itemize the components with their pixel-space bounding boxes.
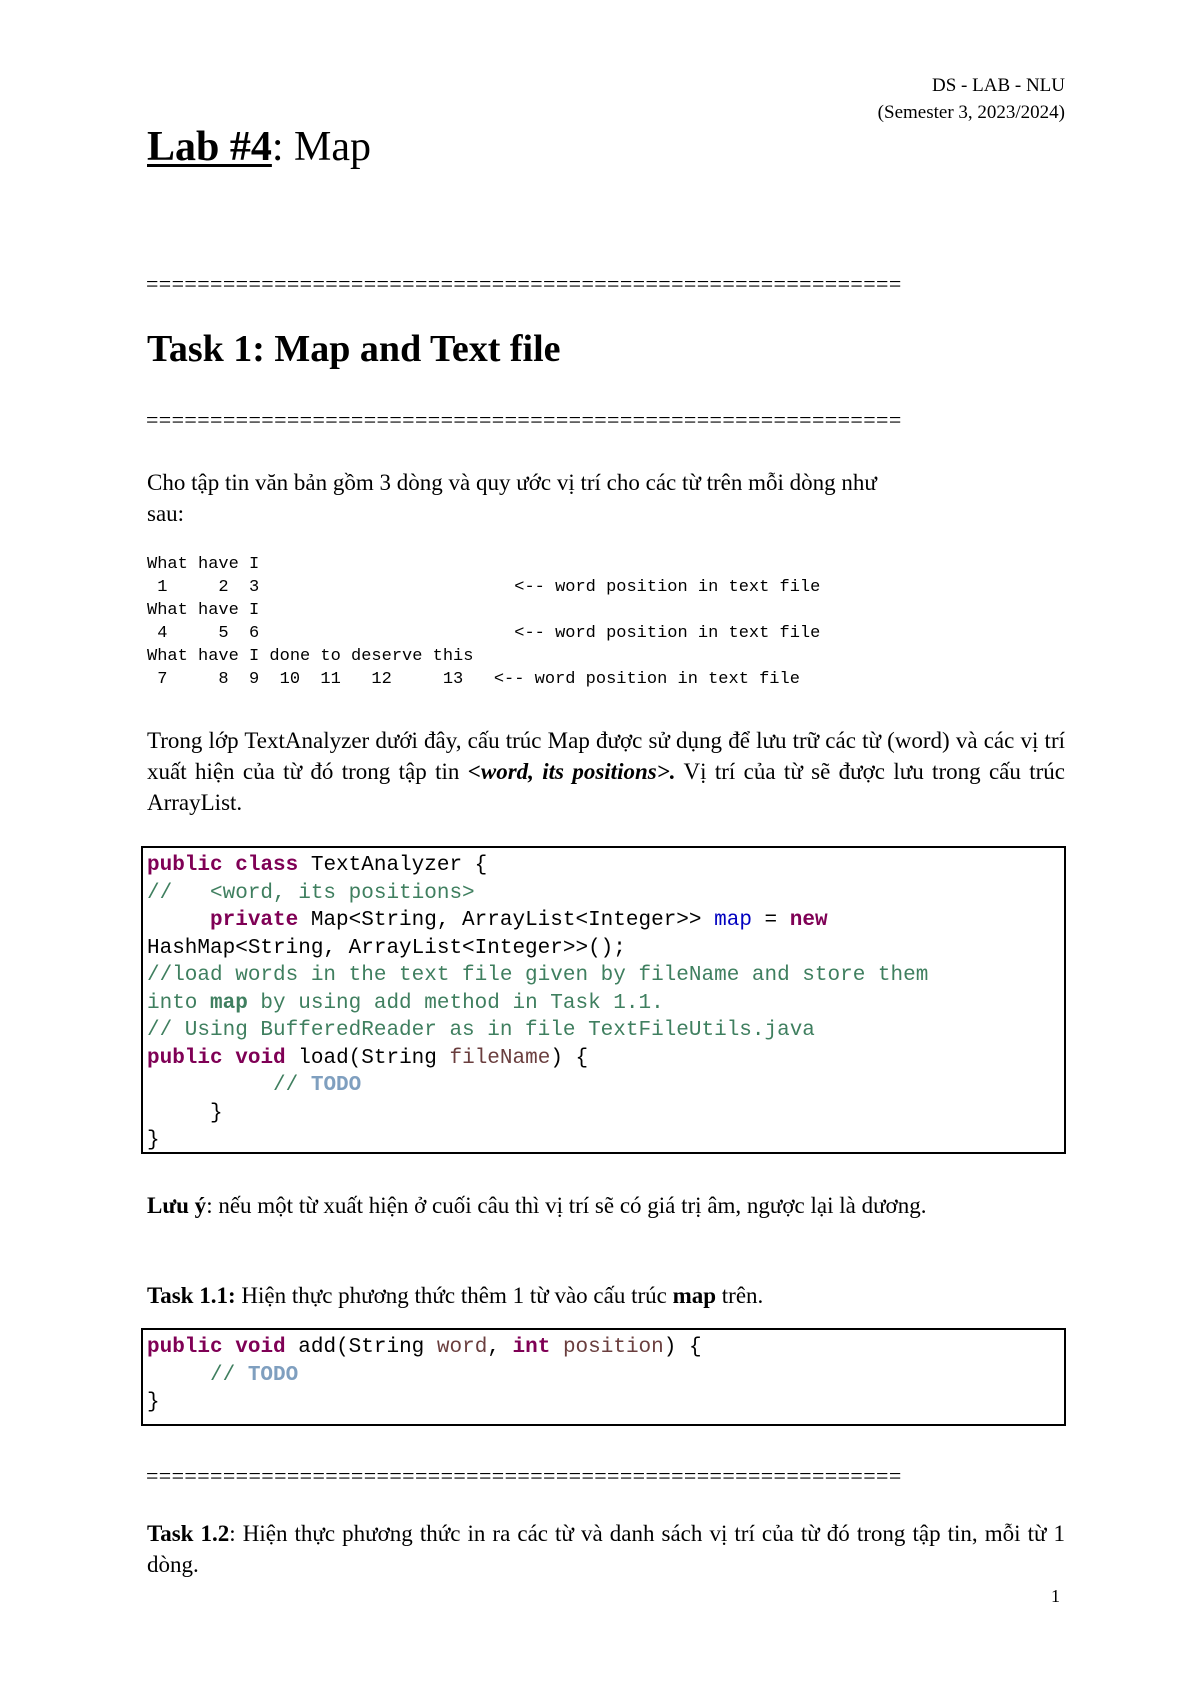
note-paragraph (147, 1190, 1065, 1221)
task12-text: : Hiện thực phương thức in ra các từ và danh sách vị trí của từ đó trong tập tin, mỗi từ 1 dòng. (147, 1521, 1065, 1577)
code-line: public void add(String word, int position) { (147, 1336, 702, 1359)
task11-label: Task 1.1: (147, 1283, 236, 1308)
word-position-example (147, 553, 820, 691)
code-line: into map by using add method in Task 1.1. (147, 991, 664, 1015)
code-line: // Using BufferedReader as in file TextFileUtils.java (147, 1019, 815, 1042)
description-text: Vị trí của từ sẽ được lưu trong cấu trúc ArrayList. (147, 759, 1065, 815)
example-line: 1 2 3 <-- word position in text file (147, 578, 821, 597)
code-line: // <word, its positions> (147, 881, 475, 905)
example-line: 4 5 6 <-- word position in text file (147, 624, 821, 643)
code-line: public class TextAnalyzer { (147, 854, 488, 877)
separator-line: =========================================================== (146, 407, 902, 432)
intro-line: sau: (147, 501, 185, 526)
description-paragraph (147, 725, 1065, 818)
description-text: Trong lớp TextAnalyzer dưới đây, cấu trúc Map được sử dụng để lưu trữ các từ (word) và các vị trí xuất hiện của từ đó trong tập tin (147, 728, 1065, 784)
example-line: What have I (147, 601, 260, 620)
code-line: // TODO (273, 1074, 362, 1097)
code-line: private Map<String, ArrayList<Integer>> map = new (210, 909, 828, 932)
code-line: } (147, 1129, 160, 1152)
task12-paragraph (147, 1518, 1065, 1580)
code-line: //load words in the text file given by fileName and store them (147, 964, 929, 987)
example-line: What have I (147, 555, 260, 574)
note-text: : nếu một từ xuất hiện ở cuối câu thì vị trí sẽ có giá trị âm, ngược lại là dương. (206, 1193, 927, 1218)
task11-paragraph: Task 1.1: Hiện thực phương thức thêm 1 từ vào cấu trúc map trên. (147, 1283, 764, 1308)
code-line: } (147, 1391, 160, 1414)
separator-line: =========================================================== (146, 1463, 902, 1488)
separator-line: =========================================================== (146, 271, 902, 296)
page-header (878, 72, 1065, 126)
course-label: DS - LAB - NLU (932, 75, 1065, 96)
lab-title-rest: : Map (271, 124, 372, 170)
code-line: public void load(String fileName) { (147, 1046, 589, 1070)
code-block-add-method (141, 1328, 1066, 1426)
semester-label: (Semester 3, 2023/2024) (877, 102, 1065, 123)
lab-title (147, 122, 371, 172)
example-line: 7 8 9 10 11 12 13 <-- word position in text file (147, 670, 800, 689)
note-label: Lưu ý (147, 1193, 207, 1218)
code-line: } (147, 1101, 223, 1125)
example-line: What have I done to deserve this (147, 647, 474, 666)
code-line: // TODO (210, 1363, 299, 1387)
description-emphasis: <word, its positions>. (467, 759, 676, 784)
task1-heading: Task 1: Map and Text file (147, 328, 561, 370)
task12-label: Task 1.2 (147, 1521, 230, 1546)
task11-map-term: map (672, 1283, 717, 1308)
code-block-textanalyzer (141, 846, 1066, 1154)
intro-line: Cho tập tin văn bản gồm 3 dòng và quy ước vị trí cho các từ trên mỗi dòng như (147, 470, 877, 495)
lab-number: Lab #4 (147, 124, 272, 170)
page-number: 1 (1051, 1586, 1060, 1606)
code-line: HashMap<String, ArrayList<Integer>>(); (147, 936, 626, 960)
intro-paragraph (147, 467, 1065, 529)
